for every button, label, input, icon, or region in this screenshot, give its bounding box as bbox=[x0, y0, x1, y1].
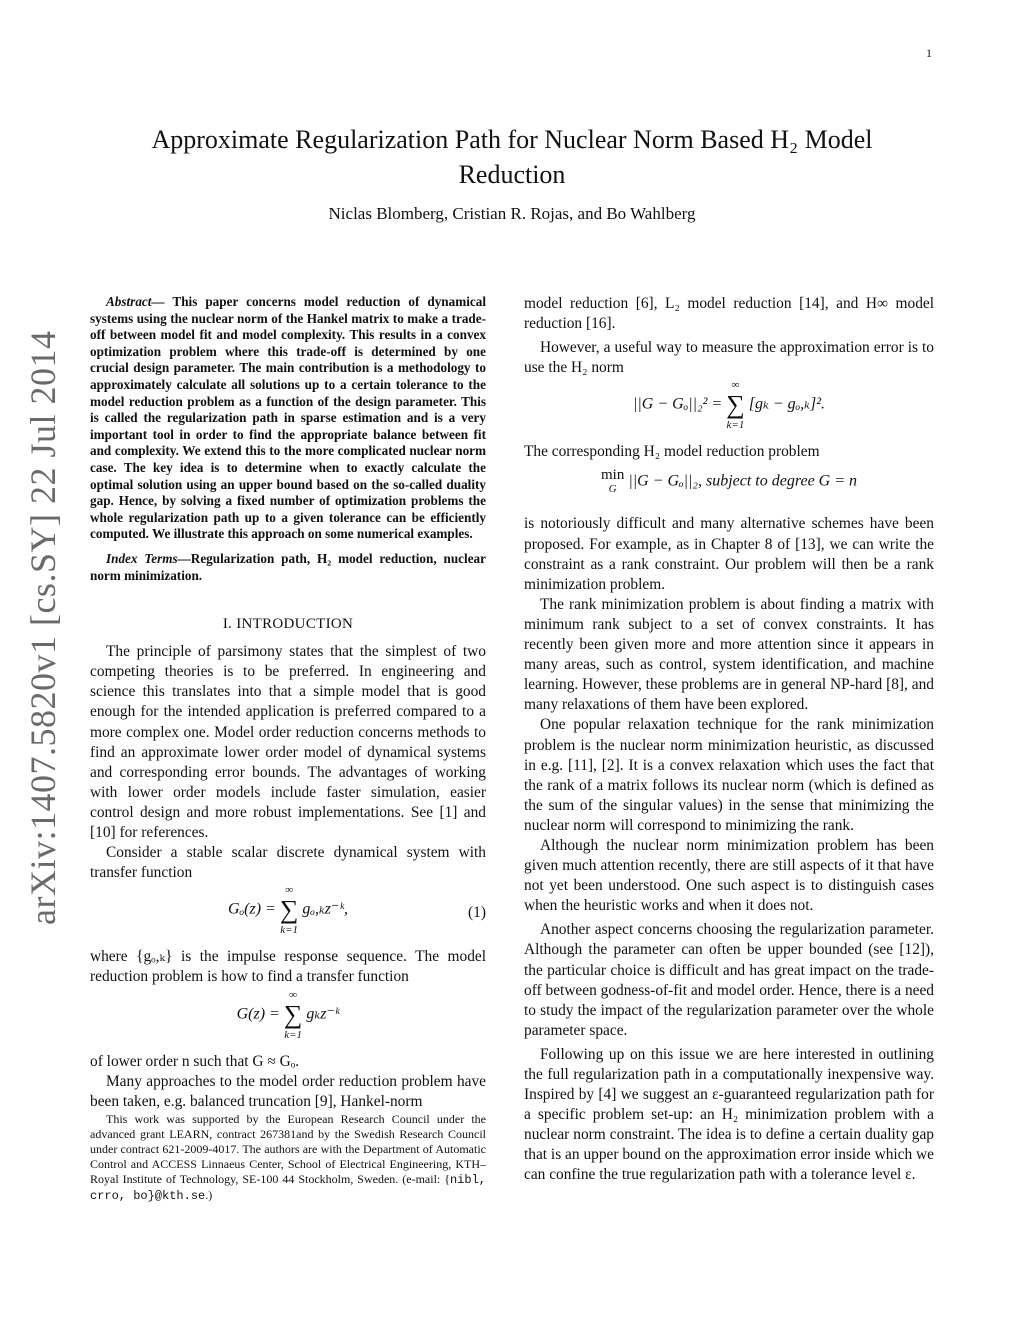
paragraph: is notoriously difficult and many alternative schemes have been proposed. For example, as in Chapter 8 of [13], we can write the constraint as a rank constraint. Our problem will then be a rank minimization problem. bbox=[524, 515, 934, 593]
paragraph: Another aspect concerns choosing the regularization parameter. Although the parameter can often be upper bounded (see [12]), the particular choice is difficult and has great impact on the trade-off between godness-of-fit and model order. Hence, there is a need to study the impact of the regularization parameter over the whole parameter space. bbox=[524, 921, 934, 1039]
left-column bbox=[90, 294, 486, 1204]
eq1-rhs: gₒ,ₖz⁻ᵏ, bbox=[302, 900, 348, 918]
equation-2 bbox=[90, 988, 486, 1052]
eq2-rhs: gₖz⁻ᵏ bbox=[306, 1005, 340, 1023]
equation-1 bbox=[90, 883, 486, 947]
index-terms-label: Index Terms— bbox=[106, 550, 191, 566]
paragraph: Although the nuclear norm minimization problem has been given much attention recently, there are still aspects of it that have not yet been understood. One such aspect is to distinguish cases when the heuristic works and when it does not. bbox=[524, 836, 934, 915]
abstract-label: Abstract— bbox=[106, 294, 165, 309]
abstract bbox=[90, 294, 486, 543]
equation-number: (1) bbox=[468, 904, 486, 922]
paragraph: The rank minimization problem is about finding a matrix with minimum rank subject to a set of convex constraints. It has recently been given more and more attention since it appears in many areas, such as control, system identification, and machine learning. However, these problems are in general NP-hard [8], and many relaxations of them have been explored. bbox=[524, 595, 934, 714]
paragraph: The corresponding H₂ model reduction problem bbox=[524, 443, 820, 461]
eq3-lhs: ||G − Gₒ||₂² = bbox=[632, 396, 727, 414]
paragraph: Following up on this issue we are here interested in outlining the full regularization path in a computationally inexpensive way. Inspired by [4] we suggest an ε-guaranteed regularization path for a specific problem set-up: an H₂ minimization problem with a nuclear norm constraint. The idea is to define a certain duality gap that is an upper bound on the approximation error inside which we can confine the true regularization path with a tolerance level ε. bbox=[524, 1045, 934, 1184]
min-operator: min G bbox=[600, 467, 625, 496]
section-heading-introduction: I. INTRODUCTION bbox=[222, 616, 354, 633]
sum-symbol: ∞ ∑ k=1 bbox=[726, 379, 745, 432]
equation-3 bbox=[524, 378, 934, 442]
paper-title: Approximate Regularization Path for Nuclear Norm Based H₂ Model Reduction bbox=[151, 125, 873, 189]
paragraph: The principle of parsimony states that the simplest of two competing theories is to be preferred. In engineering and science this translates into that a simple model that is good enough for the intended application is preferred compared to a more complex one. Model order reduction concerns methods to find an approximate lower order model of dynamical systems and corresponding error bounds. The advantages of working with lower order models include faster simulation, easier control design and more robust implementations. See [1] and [10] for references. bbox=[90, 643, 486, 842]
sum-symbol: ∞ ∑ k=1 bbox=[283, 988, 303, 1041]
eq3-rhs: [gₖ − gₒ,ₖ]². bbox=[748, 396, 826, 414]
author-list: Niclas Blomberg, Cristian R. Rojas, and Bo Wahlberg bbox=[328, 204, 696, 223]
page-number: 1 bbox=[926, 46, 932, 60]
index-terms bbox=[90, 551, 486, 584]
paragraph: where {gₒ,ₖ} is the impulse response sequence. The model reduction problem is how to find a transfer function bbox=[90, 948, 486, 986]
arxiv-stamp: arXiv:1407.5820v1 [cs.SY] 22 Jul 2014 bbox=[23, 330, 63, 925]
paragraph: Consider a stable scalar discrete dynamical system with transfer function bbox=[90, 844, 486, 882]
footnote-emails: nibl, crro, bo}@kth.se bbox=[90, 1172, 486, 1203]
eq1-lhs: Gₒ(z) = bbox=[228, 900, 280, 918]
paragraph: of lower order n such that G ≈ Gₒ. bbox=[90, 1052, 300, 1070]
paragraph: model reduction [6], L₂ model reduction [14], and H∞ model reduction [16]. bbox=[524, 295, 934, 333]
abstract-text: This paper concerns model reduction of dynamical systems using the nuclear norm of the Hankel matrix to make a trade-off between model fit and model complexity. This results in a convex optimization problem where this trade-off is determined by one crucial design parameter. The main contribution is a methodology to approximately calculate all solutions up to a certain tolerance to the model reduction problem as a function of the design parameter. This is called the regularization path in sparse estimation and is a very important tool in order to find the appropriate balance between fit and complexity. We extend this to the more complicated nuclear norm case. The key idea is to determine when to exactly calculate the optimal solution using an upper bound based on the so-called duality gap. Hence, by solving a fixed number of optimization problems the whole regularization path up to a given tolerance can be efficiently computed. We illustrate this approach on some numerical examples. bbox=[90, 294, 486, 542]
paragraph: However, a useful way to measure the approximation error is to use the H₂ norm bbox=[524, 339, 934, 377]
eq4-body: ||G − Gₒ||₂, subject to degree G = n bbox=[628, 473, 858, 491]
equation-4 bbox=[524, 468, 934, 514]
sum-symbol: ∞ ∑ k=1 bbox=[279, 884, 299, 937]
paragraph: One popular relaxation technique for the rank minimization problem is the nuclear norm minimization heuristic, as discussed in e.g. [11], [2]. It is a convex relaxation which uses the fact that the rank of a matrix follows its nuclear norm (which is defined as the sum of the singular values) in the sense that minimizing the nuclear norm will correspond to minimizing the rank. bbox=[524, 716, 934, 834]
eq2-lhs: G(z) = bbox=[236, 1005, 284, 1023]
footnote: This work was supported by the European Research Council under the advanced grant LEARN, contract 267381and by the Swedish Research Council under contract 621-2009-4017. The authors are with the Department of Automatic Control and ACCESS Linnaeus Center, School of Electrical Engineering, KTH–Royal Institute of Technology, SE-100 44 Stockholm, Sweden. (e-mail: {nibl, crro, bo}@kth.se.) bbox=[90, 1111, 486, 1203]
right-column bbox=[524, 294, 934, 1186]
index-terms-text: Regularization path, H₂ model reduction, nuclear norm minimization. bbox=[90, 550, 487, 583]
paragraph: Many approaches to the model order reduction problem have been taken, e.g. balanced truncation [9], Hankel-norm bbox=[90, 1072, 486, 1110]
